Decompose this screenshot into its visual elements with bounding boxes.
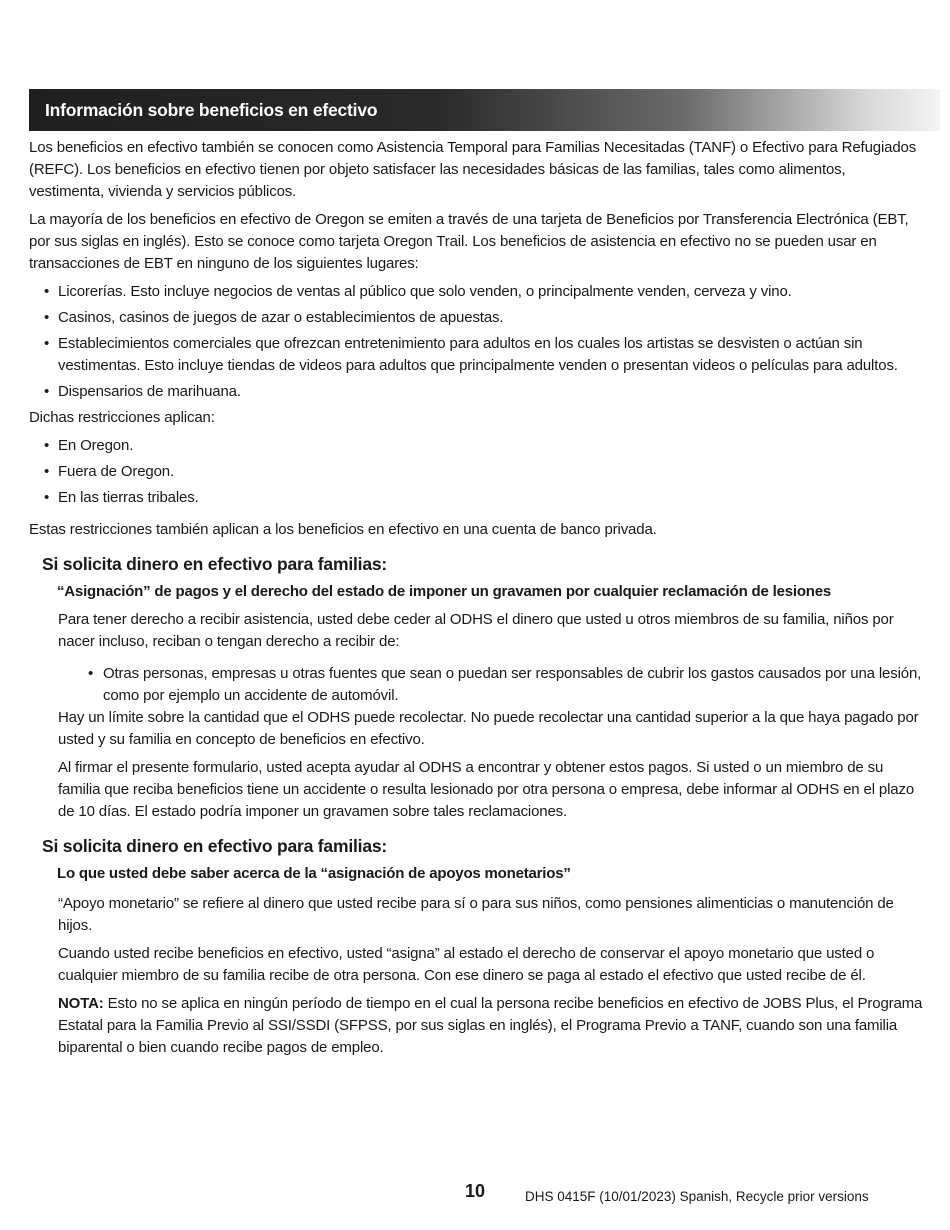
restrictions-label: Dichas restricciones aplican: — [29, 409, 215, 426]
nota-label: NOTA: — [58, 995, 104, 1012]
list-item: • Casinos, casinos de juegos de azar o establecimientos de apuestas. — [29, 307, 924, 329]
intro-paragraph-1: Los beneficios en efectivo también se conocen como Asistencia Temporal para Familias Necesitadas (TANF) o Efectivo para Refugiados (REFC). Los beneficios en efectivo tienen por objeto satisfacer las necesidades básicas de las familias, tales como alimentos, vestimenta, vivienda y servicios públicos. — [29, 139, 917, 200]
intro-paragraph-2: La mayoría de los beneficios en efectivo de Oregon se emiten a través de una tarjeta de Beneficios por Transferencia Electrónica (EBT, por sus siglas en inglés). Esto se conoce como tarjeta Oregon Trail. Los beneficios de asistencia en efectivo no se pueden usar en transacciones de EBT en ninguno de los siguientes lugares: — [29, 211, 909, 272]
restrictions-list — [29, 435, 924, 509]
section-2-nota — [58, 993, 924, 1059]
list-item: • En las tierras tribales. — [29, 487, 924, 509]
section-1-paragraph-1: Para tener derecho a recibir asistencia, usted debe ceder al ODHS el dinero que usted u otros miembros de su familia, niños por nacer incluso, reciban o tengan derecho a recibir de: — [58, 611, 894, 650]
list-item: • Establecimientos comerciales que ofrezcan entretenimiento para adultos en los cuales los artistas se desvisten o actúan sin vestimentas. Esto incluye tiendas de videos para adultos que principalmente venden o presentan videos o películas para adultos. — [29, 333, 924, 377]
section-2-heading: Si solicita dinero en efectivo para familias: — [42, 836, 388, 856]
list-item: • Otras personas, empresas u otras fuentes que sean o puedan ser responsables de cubrir los gastos causados por una lesión, como por ejemplo un accidente de automóvil. — [29, 663, 924, 707]
section-2-paragraph-1: “Apoyo monetario” se refiere al dinero que usted recibe para sí o para sus niños, como pensiones alimenticias o manutención de hijos. — [58, 895, 894, 934]
list-item: • En Oregon. — [29, 435, 924, 457]
list-item: • Dispensarios de marihuana. — [29, 381, 924, 403]
banner-title: Información sobre beneficios en efectivo — [45, 100, 378, 120]
document-body — [29, 137, 924, 1065]
section-1-paragraph-2: Hay un límite sobre la cantidad que el ODHS puede recolectar. No puede recolectar una cantidad superior a la que haya pagado por usted y su familia en concepto de beneficios en efectivo. — [58, 709, 919, 748]
section-1-subheading: “Asignación” de pagos y el derecho del estado de imponer un gravamen por cualquier reclamación de lesiones — [57, 583, 832, 600]
page-number: 10 — [465, 1181, 486, 1201]
list-item: • Fuera de Oregon. — [29, 461, 924, 483]
section-1-heading: Si solicita dinero en efectivo para familias: — [42, 554, 388, 574]
list-item: • Licorerías. Esto incluye negocios de ventas al público que solo venden, o principalmente venden, cerveza y vino. — [29, 281, 924, 303]
section-banner — [29, 89, 940, 131]
section-2-paragraph-2: Cuando usted recibe beneficios en efectivo, usted “asigna” al estado el derecho de conservar el apoyo monetario que usted o cualquier miembro de su familia recibe de otra persona. Con ese dinero se paga al estado el efectivo que usted recibe de él. — [58, 945, 875, 984]
section-1-list — [29, 663, 924, 707]
form-id: DHS 0415F (10/01/2023) Spanish, Recycle prior versions — [525, 1189, 869, 1204]
places-list — [29, 281, 924, 403]
section-2-subheading: Lo que usted debe saber acerca de la “asignación de apoyos monetarios” — [57, 865, 571, 882]
restrictions-note: Estas restricciones también aplican a los beneficios en efectivo en una cuenta de banco privada. — [29, 521, 657, 538]
nota-text: Esto no se aplica en ningún período de tiempo en el cual la persona recibe beneficios en efectivo de JOBS Plus, el Programa Estatal para la Familia Previo al SSI/SSDI (SFPSS, por sus siglas en inglés), el Programa Previo a TANF, cuando son una familia biparental o bien cuando recibe pagos de empleo. — [58, 995, 923, 1056]
section-1-paragraph-3: Al firmar el presente formulario, usted acepta ayudar al ODHS a encontrar y obtener estos pagos. Si usted o un miembro de su familia que reciba beneficios tiene un accidente o resulta lesionado por otra persona o empresa, debe informar al ODHS en el plazo de 10 días. El estado podría imponer un gravamen sobre tales reclamaciones. — [58, 759, 915, 820]
